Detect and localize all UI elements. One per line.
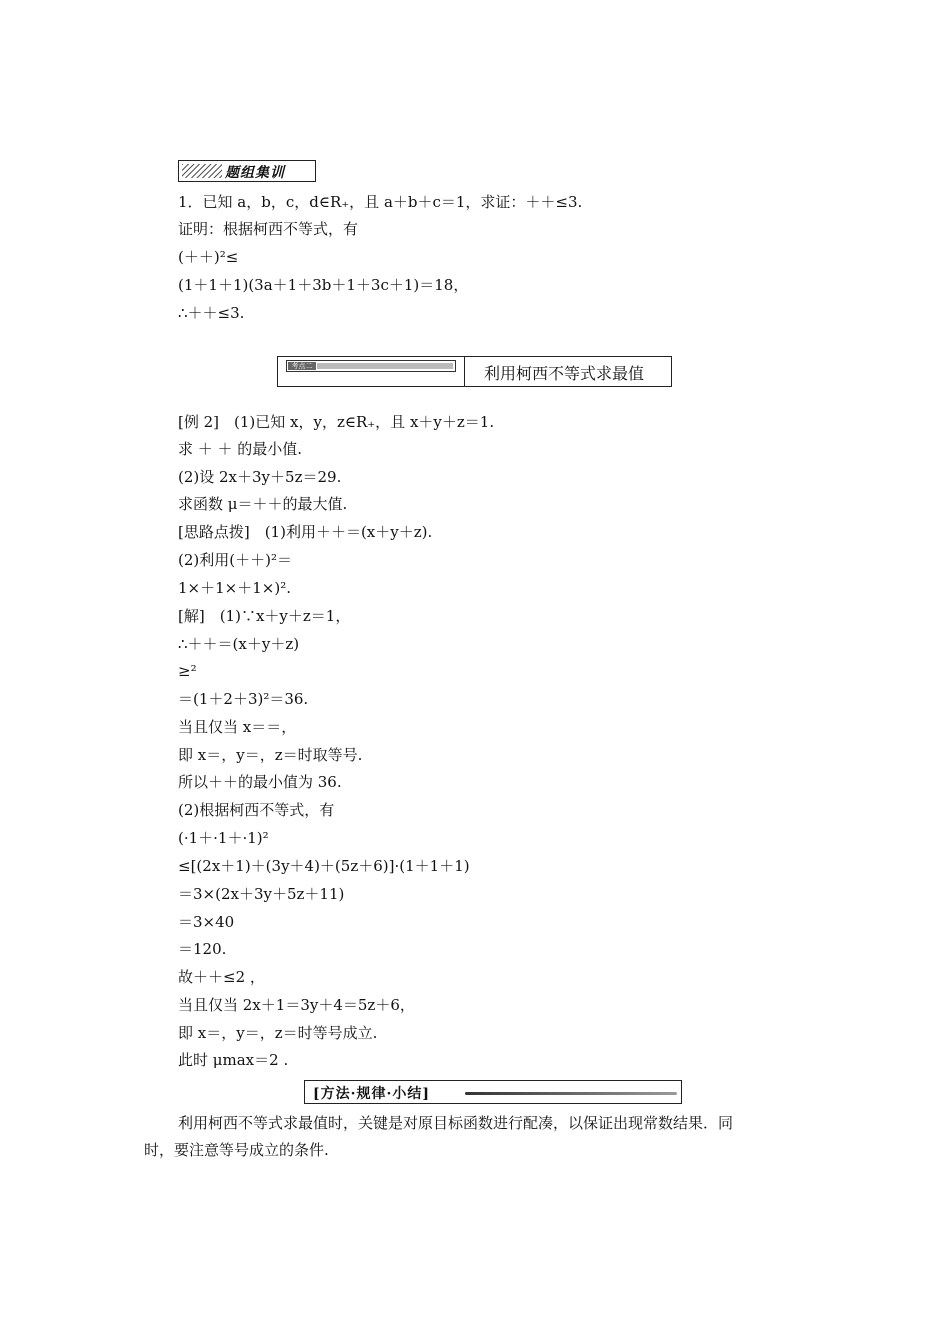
problem1-step2: (1＋1＋1)(3a＋1＋3b＋1＋3c＋1)＝18， bbox=[178, 276, 469, 294]
section-tag bbox=[286, 360, 456, 372]
problem1-proof-intro: 证明：根据柯西不等式，有 bbox=[178, 220, 359, 238]
group-training-banner bbox=[178, 160, 316, 182]
example2-line: 所以＋＋的最小值为 36. bbox=[178, 773, 342, 791]
summary-line-1: 利用柯西不等式求最值时，关键是对原目标函数进行配凑，以保证出现常数结果．同 bbox=[178, 1114, 734, 1132]
summary-line-2: 时，要注意等号成立的条件. bbox=[144, 1141, 329, 1159]
example2-line: 当且仅当 x＝＝， bbox=[178, 718, 297, 736]
section-title: 利用柯西不等式求最值 bbox=[484, 364, 645, 383]
example2-line: ≥² bbox=[178, 662, 197, 680]
example2-line: (·1＋·1＋·1)² bbox=[178, 829, 269, 847]
example2-line: ＝(1＋2＋3)²＝36. bbox=[178, 690, 309, 708]
example2-line: 求函数 μ＝＋＋的最大值. bbox=[178, 495, 348, 513]
example2-line: (2)利用(＋＋)²＝ bbox=[178, 551, 292, 569]
example2-line: [例 2] (1)已知 x，y，z∈R₊，且 x＋y＋z＝1. bbox=[178, 413, 495, 431]
example2-line: [思路点拨] (1)利用＋＋＝(x＋y＋z). bbox=[178, 523, 433, 541]
method-title: [方法·规律·小结] bbox=[313, 1086, 430, 1102]
example2-line: ＝3×(2x＋3y＋5z＋11) bbox=[178, 885, 345, 903]
problem1-statement: 1．已知 a，b，c，d∈R₊，且 a＋b＋c＝1，求证：＋＋≤3. bbox=[178, 193, 583, 211]
banner-label: 题组集训 bbox=[225, 165, 285, 181]
example2-line: (2)设 2x＋3y＋5z＝29. bbox=[178, 468, 342, 486]
example2-line: ＝3×40 bbox=[178, 913, 235, 931]
problem1-step1: (＋＋)²≤ bbox=[178, 248, 239, 266]
example2-line: 1×＋1×＋1×)². bbox=[178, 579, 291, 597]
example2-line: 求 ＋ ＋ 的最小值. bbox=[178, 440, 303, 458]
example2-line: 即 x＝，y＝，z＝时取等号. bbox=[178, 746, 363, 764]
example2-line: 即 x＝，y＝，z＝时等号成立. bbox=[178, 1024, 378, 1042]
example2-line: ≤[(2x＋1)＋(3y＋4)＋(5z＋6)]·(1＋1＋1) bbox=[178, 857, 470, 875]
example2-line: ＝120. bbox=[178, 940, 227, 958]
example2-line: 当且仅当 2x＋1＝3y＋4＝5z＋6， bbox=[178, 996, 415, 1014]
section-tag-label: 考点二 bbox=[288, 362, 316, 370]
problem1-conclusion: ∴＋＋≤3. bbox=[178, 304, 245, 322]
example2-line: 此时 μmax＝2 . bbox=[178, 1051, 289, 1069]
example2-line: (2)根据柯西不等式，有 bbox=[178, 801, 335, 819]
section-tag-bar bbox=[317, 363, 453, 369]
section-divider bbox=[464, 357, 465, 386]
hatch-decoration bbox=[182, 164, 222, 178]
example2-line: [解] (1)∵x＋y＋z＝1， bbox=[178, 607, 351, 625]
example2-line: 故＋＋≤2 ， bbox=[178, 968, 265, 986]
section-header bbox=[277, 356, 672, 387]
method-summary-header bbox=[304, 1080, 682, 1104]
method-decor-line bbox=[465, 1092, 677, 1095]
example2-line: ∴＋＋＝(x＋y＋z) bbox=[178, 635, 300, 653]
